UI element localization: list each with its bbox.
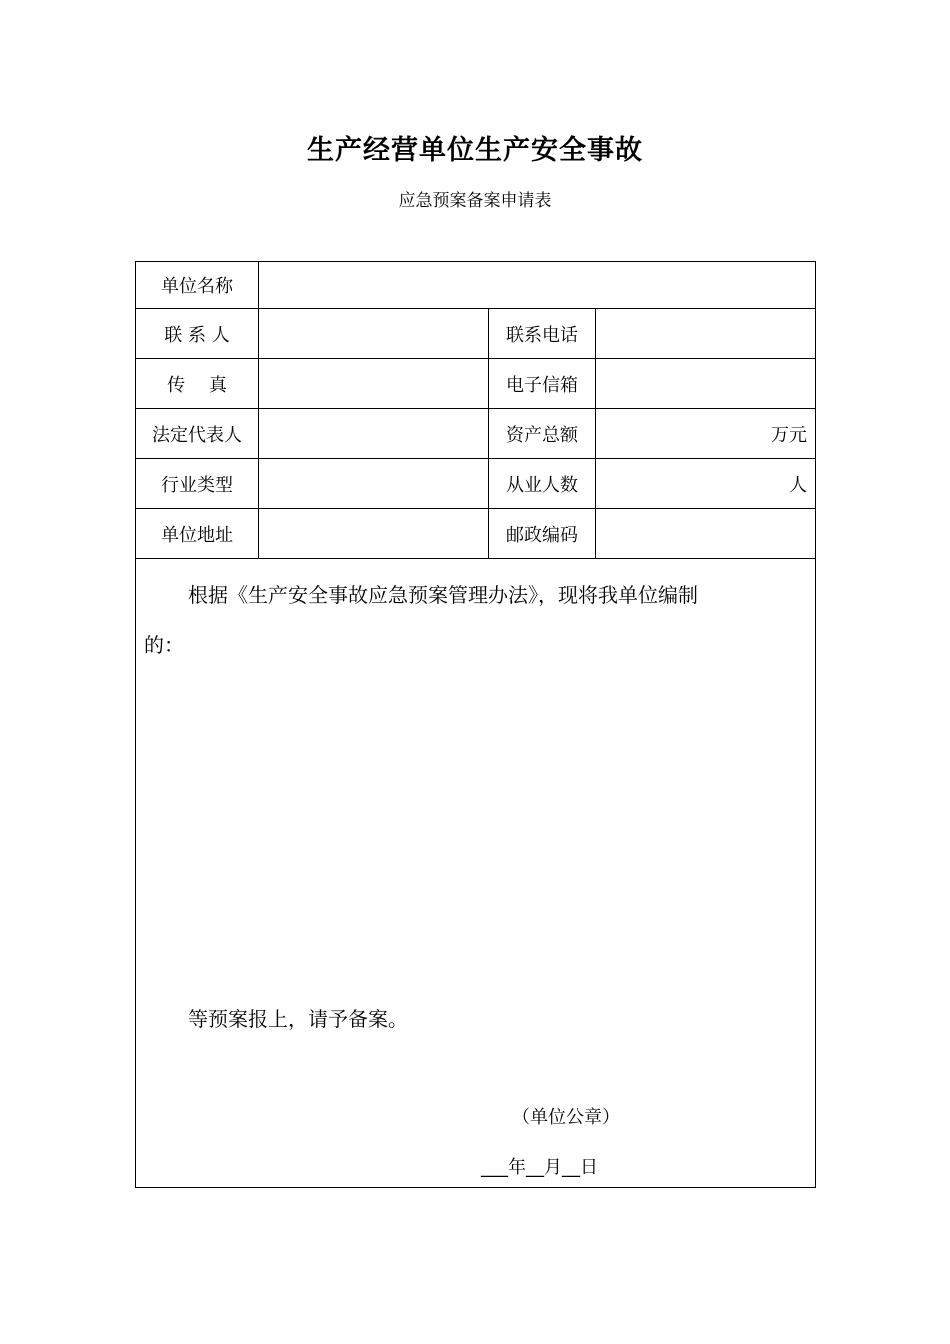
address-field[interactable] — [259, 509, 489, 559]
unit-name-label: 单位名称 — [136, 262, 259, 309]
legal-rep-label: 法定代表人 — [136, 409, 259, 459]
document-title: 生产经营单位生产安全事故 — [307, 135, 643, 166]
phone-field[interactable] — [596, 309, 816, 359]
email-label: 电子信箱 — [489, 359, 596, 409]
employees-unit: 人 — [789, 474, 808, 496]
industry-field[interactable] — [259, 459, 489, 509]
application-form-table — [135, 261, 816, 1188]
row-address — [136, 509, 816, 559]
row-legal-rep — [136, 409, 816, 459]
fax-field[interactable] — [259, 359, 489, 409]
plan-description-cell[interactable] — [136, 559, 816, 1188]
row-body — [136, 559, 816, 1188]
industry-label: 行业类型 — [136, 459, 259, 509]
unit-seal-label: （单位公章） — [512, 1107, 620, 1128]
contact-label: 联 系 人 — [136, 309, 259, 359]
employees-field[interactable] — [596, 459, 816, 509]
phone-label: 联系电话 — [489, 309, 596, 359]
postcode-label: 邮政编码 — [489, 509, 596, 559]
assets-label: 资产总额 — [489, 409, 596, 459]
email-field[interactable] — [596, 359, 816, 409]
body-paragraph-1: 根据《生产安全事故应急预案管理办法》，现将我单位编制 — [188, 583, 698, 607]
assets-unit: 万元 — [771, 424, 808, 446]
address-label: 单位地址 — [136, 509, 259, 559]
legal-rep-field[interactable] — [259, 409, 489, 459]
postcode-field[interactable] — [596, 509, 816, 559]
row-unit-name — [136, 262, 816, 309]
row-fax — [136, 359, 816, 409]
body-paragraph-2: 的： — [144, 633, 184, 657]
row-contact — [136, 309, 816, 359]
unit-name-field[interactable] — [259, 262, 816, 309]
contact-field[interactable] — [259, 309, 489, 359]
employees-label: 从业人数 — [489, 459, 596, 509]
body-paragraph-3: 等预案报上，请予备案。 — [188, 1007, 408, 1031]
row-industry — [136, 459, 816, 509]
date-line: ___年__月__日 — [481, 1157, 598, 1178]
fax-label: 传 真 — [136, 359, 259, 409]
assets-field[interactable] — [596, 409, 816, 459]
document-subtitle: 应急预案备案申请表 — [398, 191, 552, 211]
